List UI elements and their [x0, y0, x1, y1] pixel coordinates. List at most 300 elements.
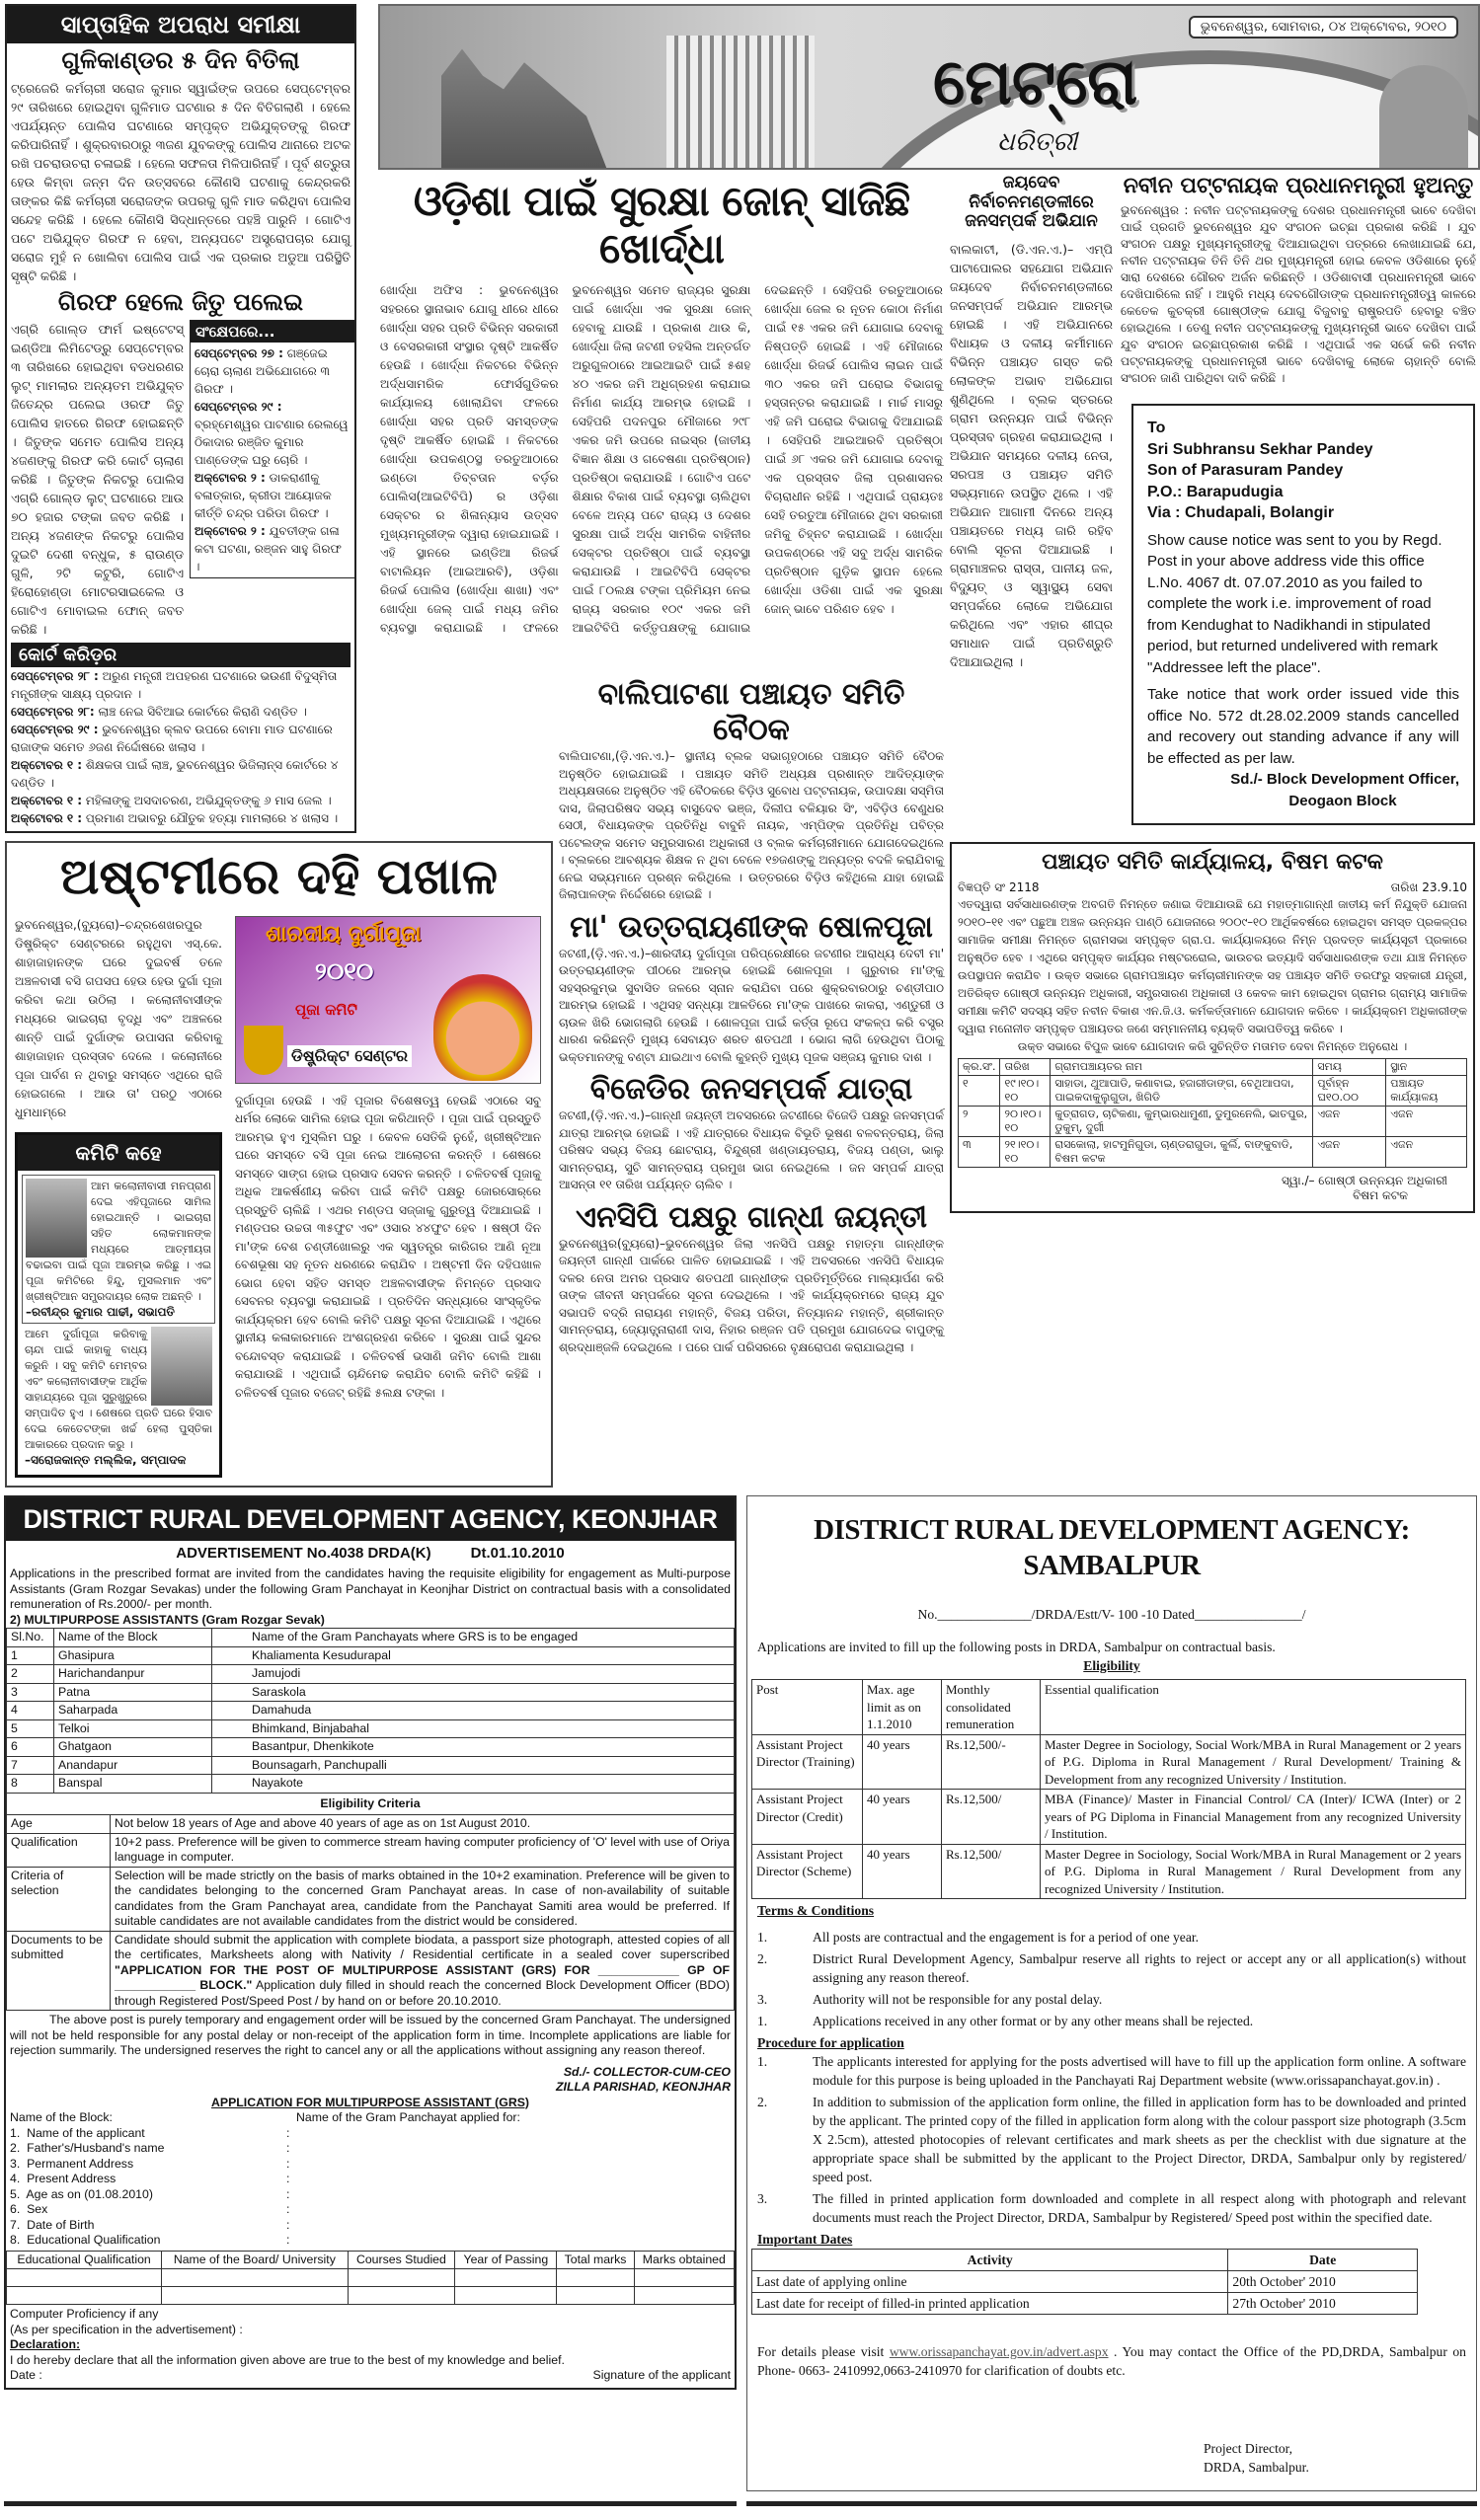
column-header: Activity [752, 2250, 1228, 2271]
table-cell: ପଞ୍ଚାୟତ କାର୍ଯ୍ୟାଳୟ [1386, 1076, 1467, 1107]
court-item [11, 703, 351, 721]
table-cell: 20th October' 2010 [1228, 2271, 1417, 2293]
table-cell: Ghatgaon [54, 1738, 212, 1757]
table-cell: 4 [7, 1702, 54, 1720]
dates-title: Important Dates [757, 2232, 853, 2247]
form-field-label: 7. Date of Birth [10, 2217, 95, 2232]
form-field-colon: : [286, 2125, 290, 2140]
table-cell: 3 [7, 1683, 54, 1702]
brief-item [195, 469, 351, 522]
form-field-label: 6. Sex [10, 2202, 48, 2216]
form-field-row [10, 2126, 731, 2142]
brief-text: ଯୁବତୀଙ୍କ ଗଳା କଟା ଘଟଣା, ରଞ୍ଜନ ସାହୁ ଗିରଫ । [195, 524, 342, 574]
table-row [7, 1702, 735, 1720]
table-cell: Rs.12,500/ [942, 1790, 1041, 1845]
empty-input-cell[interactable] [634, 2287, 734, 2305]
empty-input-cell[interactable] [557, 2287, 634, 2305]
keonjhar-adv-no: ADVERTISEMENT No.4038 DRDA(K) [176, 1545, 431, 1562]
list-number: 1. [757, 2054, 768, 2069]
panchayat-schedule-table [958, 1058, 1467, 1168]
secretary-photo [151, 1327, 212, 1406]
table-cell: Damahuda [212, 1702, 735, 1720]
computer-proficiency-label: Computer Proficiency if any [10, 2307, 159, 2321]
poster-year: ୨୦୧୦ [315, 956, 374, 985]
mid-story-headline: ବିଜେଡିର ଜନସମ୍ପର୍କ ଯାତ୍ରା [589, 1072, 913, 1107]
table-cell: Basantpur, Dhenkikote [212, 1738, 735, 1757]
list-number: 1. [757, 1930, 768, 1945]
table-cell: Last date of applying online [752, 2271, 1228, 2293]
table-row [7, 1646, 735, 1665]
table-cell: Saharpada [54, 1702, 212, 1720]
mid-story [559, 1072, 944, 1194]
court-text: ଭୁବନେଶ୍ୱର କ୍ଲବ ଉପରେ ବୋମା ମାଡ ଘଟଣାରେ ରାଜାଙ୍କ ସମେତ ୬ଜଣ ନିର୍ଦ୍ଦୋଷରେ ଖଲାସ । [11, 723, 333, 755]
court-item [11, 792, 351, 809]
court-item [11, 809, 351, 827]
brief-item [195, 344, 351, 398]
table-cell: Rs.12,500/- [942, 1734, 1041, 1790]
table-cell: ୧୯।୧୦।୧୦ [1000, 1076, 1051, 1107]
mid-story-headline: ମା' ଉତ୍ତରାୟଣୀଙ୍କ ଷୋଳପୂଜା [570, 909, 933, 945]
court-date: ଅକ୍ଟୋବର ୧ : [11, 811, 83, 826]
table-row [7, 1815, 735, 1834]
form-field-colon: : [286, 2186, 290, 2201]
keonjhar-title: DISTRICT RURAL DEVELOPMENT AGENCY, KEONJHAR [6, 1497, 735, 1541]
dome-image [1379, 65, 1468, 170]
mid-story-body: ଜଟଣୀ,(ଡ଼ି.ଏନ.ଏ.)–ଗାନ୍ଧୀ ଜୟନ୍ତୀ ଅବସରରେ ଜଟଣୀରେ ବିଜେଡି ପକ୍ଷରୁ ଜନସମ୍ପର୍କ ଯାତ୍ରା ଆରମ୍ଭ ହୋଇଛି । ଏହି ଯାତ୍ରାରେ ବିଧାୟକ ବିଭୂତି ଭୂଷଣ ବଳବନ୍ତରାୟ, ଜିଲା ପରିଷଦ ସଭ୍ୟ ବିଜୟ ଛୋଟରାୟ, ବିନ୍ଦୁଶ୍ରୀ ଖଣ୍ଡାୟତରାୟ, ବିଜୟ ପଣ୍ଡା, ଭାଲୁ ସାମନ୍ତରାୟ, ସୁଚି ସାମନ୍ତରାୟ ପ୍ରମୁଖ ଭାଗ ନେଇଥିଲେ । ଜନ ସମ୍ପର୍କ ଯାତ୍ରା ଆସନ୍ତା ୧୧ ତାରିଖ ପର୍ଯ୍ୟନ୍ତ ଚାଲିବ । [559, 1108, 944, 1191]
brief-date: ସେପ୍ଟେମ୍ବର ୨୭ : [195, 346, 283, 361]
posts-table [751, 1679, 1466, 1899]
brief-text: ଗଞ୍ଜେଇ ଚୋରା ଚାଲାଣ ଅଭିଯୋଗରେ ୩ ଗିରଫ । [195, 346, 330, 397]
empty-input-cell[interactable] [348, 2269, 455, 2287]
mid-story [559, 677, 944, 904]
form-field-row [10, 2187, 731, 2203]
table-cell: ରାସକୋଲା, ହାଟମୁନିଗୁଡା, ଚାଣ୍ଡରାଗୁଡା, କୁର୍ଲି, ବାଙ୍କୁବାଡି, ବିଷମ କଟକ [1051, 1137, 1313, 1168]
table-cell: ପୂର୍ବାହ୍ନ ଘ୧୦.୦୦ [1313, 1076, 1386, 1107]
table-cell: 5 [7, 1719, 54, 1738]
table-cell: ଏଜନ [1386, 1107, 1467, 1137]
lead-body: ଖୋର୍ଦ୍ଧା ଅଫିସ : ଭୁବନେଶ୍ୱର ସହରରେ ସ୍ଥାନାଭାବ ଯୋଗୁ ଧୀରେ ଧୀରେ ଖୋର୍ଦ୍ଧା ସହର ପ୍ରତି ବିଭିନ୍ନ ସରକାରୀ ଓ ବେସରକାରୀ ସଂସ୍ଥାର ଦୃଷ୍ଟି ଆକର୍ଷିତ ହେଉଛି । ଖୋର୍ଦ୍ଧା ନିକଟରେ ବିଭିନ୍ନ ଅର୍ଦ୍ଧସାମରିକ ଫୋର୍ସଗୁଡିକର କାର୍ଯ୍ୟାଳୟ ଖୋଲାଯିବା ଫଳରେ ଖୋର୍ଦ୍ଧା ସହର ପ୍ରତି ସମସ୍ତଙ୍କ ଦୃଷ୍ଟି ଆକର୍ଷିତ ହୋଇଛି । ନିକଟରେ ଖୋର୍ଦ୍ଧା ଉପକଣ୍ଠସ୍ଥ ତରତୁଆଠାରେ ଇଣ୍ଡୋ ତିବ୍ବତାନ ବର୍ଡ଼ର ପୋଲିସ(ଆଇଟିବିପି) ର ଓଡ଼ିଶା ସେକ୍ଟର ର ଶିଳାନ୍ୟାସ ଉତ୍ସବ ମୁଖ୍ୟମନ୍ତ୍ରୀଙ୍କ ଦ୍ୱାରା ହୋଇଯାଇଛି । ଏହି ସ୍ଥାନରେ ଇଣ୍ଡିଆ ରିଜର୍ଭ ବାଟାଲିୟନ (ଆଇଆରବି), ଓଡ଼ିଶା ରିଜର୍ଭ ପୋଲିସ (ଖୋର୍ଦ୍ଧା ଶାଖା) ଏବଂ ଖୋର୍ଦ୍ଧା ଜେଲ୍ ପାଇଁ ମଧ୍ୟ ଜମିର ବ୍ୟବସ୍ଥା କରାଯାଇଛି । ଫଳରେ ଭୁବନେଶ୍ୱର ସମେତ ରାଜ୍ୟର ସୁରକ୍ଷା ପାଇଁ ଖୋର୍ଦ୍ଧା ଏକ ସୁରକ୍ଷା ଜୋନ୍ ହେବାକୁ ଯାଉଛି । ପ୍ରକାଶ ଥାଉ କି, ଖୋର୍ଦ୍ଧା ଜିଲା ଜଟଣୀ ତହସିଲ ଅନ୍ତର୍ଗତ ଅରୁଗୁଳଠାରେ ଆଇଆଇଟି ପାଇଁ ୫ଶହ ୪୦ ଏକର ଜମି ଅଧିଗ୍ରହଣ କରାଯାଇ ନିର୍ମାଣ କାର୍ଯ୍ୟ ଆରମ୍ଭ ହୋଇଛି । ସେହିପରି ପଦନପୁର ମୌଜାରେ ୨୯୮ ଏକର ଜମି ଉପରେ ନାଇସ୍‌ର (ଜାତୀୟ ବିଜ୍ଞାନ ଶିକ୍ଷା ଓ ଗବେଷଣା ପ୍ରତିଷ୍ଠାନ) ପ୍ରତିଷ୍ଠା କରାଯାଉଛି । ଗୋଟିଏ ପଟେ ଶିକ୍ଷାର ବିକାଶ ପାଇଁ ବ୍ୟବସ୍ଥା ଚାଲିଥିବା ବେଳେ ଅନ୍ୟ ପଟେ ରାଜ୍ୟ ଓ ଦେଶର ସୁରକ୍ଷା ପାଇଁ ଅର୍ଦ୍ଧ ସାମରିକ ବାହିନୀର ସେକ୍ଟର ପ୍ରତିଷ୍ଠା ପାଇଁ ବ୍ୟବସ୍ଥା କରାଯାଉଛି । ଆଇଟିବିପି ସେକ୍ଟର ପାଇଁ ୮୦ଲକ୍ଷ ଟଙ୍କା ପ୍ରିମିୟମ ନେଇ ରାଜ୍ୟ ସରକାର ୧୦୯ ଏକର ଜମି ଆଇଟିବିପି କର୍ତ୍ତୃପକ୍ଷଙ୍କୁ ଯୋଗାଇ ଦେଇଛନ୍ତି । ସେହିପରି ତରତୁଆଠାରେ ଖୋର୍ଦ୍ଧା ଜେଲ ର ନୂତନ କୋଠା ନିର୍ମାଣ ପାଇଁ ୧୫ ଏକର ଜମି ଯୋଗାଇ ଦେବାକୁ ନିଷ୍ପତ୍ତି ହୋଇଛି । ଏହି ମୌଜାରେ ଖୋର୍ଦ୍ଧା ରିଜର୍ଭ ପୋଲିସ ଲାଇନ ପାଇଁ ୩୦ ଏକର ଜମି ଘରୋଇ ବିଭାଗକୁ ହସ୍ତାନ୍ତର କରାଯାଇଛି । ମାର୍ଚ୍ଚ ମାସରୁ ଏହି ଜମି ଘରୋଇ ବିଭାଗକୁ ଦିଆଯାଇଛି । ସେହିପରି ଆଇଆରବି ପ୍ରତିଷ୍ଠା ପାଇଁ ୬୮ ଏକର ଜମି ଯୋଗାଇ ଦେବାକୁ ଏକ ପ୍ରସ୍ତାବ ଜିଲା ପ୍ରଶାସନର ବିଚାରାଧୀନ ରହିଛି । ଏଥିପାଇଁ ପ୍ରାୟତଃ ସେହି ତରତୁଆ ମୌଜାରେ ଥିବା ସରକାରୀ ଜମିକୁ ଚିହ୍ନଟ କରାଯାଇଛି । ଖୋର୍ଦ୍ଧା ଉପକଣ୍ଠରେ ଏହି ସବୁ ଅର୍ଦ୍ଧ ସାମରିକ ପ୍ରତିଷ୍ଠାନ ଗୁଡ଼ିକ ସ୍ଥାପନ ହେଲେ ଖୋର୍ଦ୍ଧା ଓଡିଶା ପାଇଁ ଏକ ସୁରକ୍ଷା ଜୋନ୍ ଭାବେ ପରିଣତ ହେବ । [380, 283, 943, 635]
gp-table [6, 1628, 735, 1794]
column-header: Monthly consolidated remuneration [942, 1680, 1041, 1735]
bottom-rule-right [746, 2501, 1477, 2506]
table-cell: ୨୦।୧୦।୧୦ [1000, 1107, 1051, 1137]
table-row [752, 2271, 1418, 2293]
court-date: ସେପ୍ଟେମ୍ବର ୨୮: [11, 705, 95, 720]
mid-story-headline: ବାଲିପାଟଣା ପଞ୍ଚାୟତ ସମିତି ବୈଠକ [597, 677, 905, 747]
terms-title: Terms & Conditions [757, 1903, 875, 1918]
notice-address-line: Via : Chudapali, Bolangir [1147, 504, 1335, 521]
table-cell: Nayakote [212, 1775, 735, 1794]
criteria-label: Criteria of selection [7, 1867, 111, 1931]
durga-puja-poster [235, 916, 541, 1084]
table-row [752, 1790, 1466, 1845]
table-cell: ୨୧।୧୦।୧୦ [1000, 1137, 1051, 1168]
president-quote: ଆମ କଲୋନୀବାସୀ ମନପ୍ରାଣ ଦେଇ ଏହିପୂଜାରେ ସାମିଲ ହୋଇଥାନ୍ତି । ଭାଇଚାରା ସହିତ ଲୋକମାନଙ୍କ ମଧ୍ୟରେ ଆତ୍ମୀୟତା ବଢାଇବା ପାଇଁ ପୂଜା ଆରମ୍ଭ କରିଛୁ । ଏଇ ପୂଜା କମିଟିରେ ହିନ୍ଦୁ, ମୁସଲମାନ ଏବଂ ଖ୍ରୀଷ୍ଟିଆନ ସମ୍ପ୍ରଦାୟର ଲୋକ ଅଛନ୍ତି । [26, 1179, 211, 1303]
docs-text-b: "APPLICATION FOR THE POST OF MULTIPURPOSE ASSISTANT (GRS) FOR ____________ GP OF ____________ BLOCK." [115, 1962, 730, 1992]
table-row [7, 1931, 735, 2011]
paper-subname: ଧରିତ୍ରୀ [997, 127, 1078, 157]
court-date: ଅକ୍ଟୋବର ୧ : [11, 758, 83, 773]
column-header: ସ୍ଥାନ [1386, 1059, 1467, 1076]
table-cell: 40 years [863, 1734, 942, 1790]
column-header: Educational Qualification [7, 2251, 162, 2269]
table-cell: ୩ [959, 1137, 1000, 1168]
list-text: All posts are contractual and the engagement is for a period of one year. [813, 1930, 1200, 1945]
building-image [666, 36, 815, 170]
table-cell: 2 [7, 1665, 54, 1684]
secretary-quote: ଆମେ ଦୁର୍ଗାପୂଜା କରିବାକୁ ଚାନ୍ଦା ପାଇଁ କାହାକୁ ବାଧ୍ୟ କରୁନି । ସବୁ କମିଟି ମେମ୍ବର ଏବଂ କଲୋନୀବାସୀଙ୍କ ଆର୍ଥିକ ସାହାଯ୍ୟରେ ପୂଜା ସୁରୁଖୁରୁରେ ସମ୍ପାଦିତ ହୁଏ । ଶେଷରେ ପ୍ରତି ଘରେ ହିସାବ ଦେଇ କେତେଟଙ୍କା ଖର୍ଚ୍ଚ ହେଲା ପୁସ୍ତିକା ଆକାରରେ ପ୍ରଦାନ କରୁ । [25, 1327, 212, 1451]
signature-label: Signature of the applicant [592, 2368, 731, 2382]
list-text: The filled in printed application form downloaded and complete in all respect along with photograph and relevant documents must reach the Project Director, DRDA, Sambalpur by Registered/ Speed post within the specified date. [813, 2191, 1466, 2225]
table-cell: Bounsagarh, Panchupalli [212, 1756, 735, 1775]
panchayat-title: ପଞ୍ଚାୟତ ସମିତି କାର୍ଯ୍ୟାଳୟ, ବିଷମ କଟକ [1042, 850, 1383, 875]
list-text: District Rural Development Agency, Sambalpur reserve all rights to reject or accept any or all application(s) without assigning any reason thereof. [813, 1951, 1466, 1985]
table-row [752, 1844, 1466, 1899]
table-row [7, 2287, 735, 2305]
education-table [6, 2251, 735, 2306]
brief-box [190, 320, 355, 578]
eligibility-table [6, 1814, 735, 2011]
bottom-rule-left [4, 2501, 737, 2506]
brief-item [195, 398, 351, 469]
table-header-row [7, 2251, 735, 2269]
form-field-colon: : [286, 2233, 290, 2247]
court-text: ଲାଞ୍ଚ ନେଇ ସିବିଆଇ କୋର୍ଟରେ କିରାଣି ଦଣ୍ଡିତ । [98, 705, 307, 720]
brief-title: ସଂକ୍ଷେପରେ... [191, 321, 354, 343]
sambalpur-advertisement [746, 1495, 1477, 2491]
form-field-colon: : [286, 2202, 290, 2216]
table-cell: Ghasipura [54, 1646, 212, 1665]
kalash-icon [244, 1026, 283, 1075]
court-date: ଅକ୍ଟୋବର ୧ : [11, 794, 83, 808]
notice-address-line: P.O.: Barapudugia [1147, 483, 1284, 500]
form-field-colon: : [286, 2156, 290, 2171]
list-item [757, 2093, 1466, 2186]
table-cell: 6 [7, 1738, 54, 1757]
lead-headline: ଓଡ଼ିଶା ପାଇଁ ସୁରକ୍ଷା ଜୋନ୍ ସାଜିଛି ଖୋର୍ଦ୍ଧା [413, 177, 910, 273]
table-cell: Harichandanpur [54, 1665, 212, 1684]
notice-para-2: Take notice that work order issued vide this office No. 572 dt.28.02.2009 stands cancelled and recovery out standing advance if any will be effected as per law. [1147, 686, 1459, 767]
column-header: ଗ୍ରାମପଞ୍ଚାୟତର ନାମ [1051, 1059, 1313, 1076]
table-cell: Telkoi [54, 1719, 212, 1738]
docs-text-a: Candidate should submit the application with complete biodata, a passport size photograph, attested copies of all the certificates, Marksheets along with Nativity / Residential certificate in a sealed cover superscribed [115, 1932, 730, 1961]
table-header-row [752, 1680, 1466, 1735]
poster-title: ଶାରଦୀୟ ଦୁର୍ଗାପୂଜା [266, 921, 422, 947]
column-header: ସମୟ [1313, 1059, 1386, 1076]
table-cell: Assistant Project Director (Training) [752, 1734, 863, 1790]
naveen-headline: ନବୀନ ପଟ୍ଟନାୟକ ପ୍ରଧାନମନ୍ତ୍ରୀ ହୁଅନ୍ତୁ [1123, 174, 1474, 198]
column-header: Marks obtained [634, 2251, 734, 2269]
table-cell: Jamujodi [212, 1665, 735, 1684]
list-text: The applicants interested for applying for the posts advertised will have to fill up the application form online. A software module for this purpose is being uploaded in the Panchayati Raj Department website (www.orissapanchayat.gov.in) . [813, 2054, 1466, 2088]
table-cell: Master Degree in Sociology, Social Work/MBA in Rural Management or 2 years of P.G. Diploma in Rural Management / Rural Development/ Training & Development from any recognized University / Institution. [1041, 1734, 1466, 1790]
mid-story-body: ବାଲିପାଟଣା,(ଡ଼ି.ଏନ.ଏ.)– ସ୍ଥାନୀୟ ବ୍ଲକ ସଭାଗୃହଠାରେ ପଞ୍ଚାୟତ ସମିତି ବୈଠକ ଅନୁଷ୍ଠିତ ହୋଇଯାଇଛି । ପଞ୍ଚାୟତ ସମିତି ଅଧ୍ୟକ୍ଷ ପ୍ରଶାନ୍ତ ଆଦିତ୍ୟାଙ୍କ ଅଧ୍ୟକ୍ଷତାରେ ଅନୁଷ୍ଠିତ ଏହି ବୈଠକରେ ବିଡ଼ିଓ ସୁବୋଧ ପଟ୍ଟନାୟକ, ଉପାଦକ୍ଷା ସସ୍ମିତା ଦାସ, ଜିଲାପରିଷଦ ସଭ୍ୟ ବାସୁଦେବ ଭଞ୍ଜ, ଦିଲୀପ ବଳିୟାର ସିଂ, ଏବିଡ଼ିଓ ବେଣୁଧର ସେଠୀ, ବିଧାୟକଙ୍କ ପ୍ରତିନିଧି ବାବୁନି ନାୟକ, ଏମ୍‌ପିଙ୍କ ପ୍ରତିନିଧି ପବିତ୍ର ପଟେଲଙ୍କ ସମେତ ସମ୍ପ୍ରସାରଣ ଅଧିକାରୀ ଓ ବ୍ଲକ କର୍ମଚାରୀମାନେ ଯୋଗଦେଇଥିଲେ । ବ୍ଲକରେ ଆବଶ୍ୟକ ଶିକ୍ଷକ ନ ଥିବା ବେଳେ ୧୭ଜଣଙ୍କୁ ଅନ୍ୟତ୍ର ବଦଳି କରାଯିବାକୁ ନେଇ ସଭ୍ୟମାନେ ପ୍ରଶ୍ନ କରିଥିଲେ । ଉତ୍ତରରେ ବିଡ଼ିଓ କହିଥିଲେ ଯାହା ହୋଇଛି ଜିଲାପାଳଙ୍କ ନିର୍ଦ୍ଦେଶରେ ହୋଇଛି । [559, 749, 944, 901]
declaration-text: I do hereby declare that all the information given above are true to the best of my knowledge and belief. [10, 2352, 565, 2367]
court-item [11, 667, 351, 703]
keonjhar-section: 2) MULTIPURPOSE ASSISTANTS (Gram Rozgar Sevak) [10, 1612, 325, 1627]
keonjhar-sign-1: Sd./- COLLECTOR-CUM-CEO [563, 2064, 731, 2079]
mid-story [559, 1200, 944, 1357]
keonjhar-footer: The above post is purely temporary and engagement order will be issued by the concerned Gram Panchayat. The undersigned will not be held responsible for any postal delay or non-receipt of the application form in time. Incomplete applications are liable for rejection summarily. The undersigned reserves the right to cancel any or all the applications without assigning any reason thereof. [10, 2013, 731, 2057]
form-field-row [10, 2141, 731, 2157]
committee-box [15, 1132, 222, 1478]
committee-title: କମିଟି କହେ [18, 1135, 219, 1171]
panchayat-notice-no: ବିଜ୍ଞପ୍ତି ସଂ 2118 [958, 880, 1040, 895]
table-row [959, 1137, 1467, 1168]
list-number: 1. [757, 2014, 768, 2028]
eligibility-title: Eligibility Criteria [6, 1794, 735, 1815]
form-field-colon: : [286, 2217, 290, 2232]
list-item [757, 2052, 1466, 2090]
poster-committee: ପୂଜା କମିଟି [295, 1000, 357, 1019]
list-item [757, 1990, 1466, 2009]
court-date: ସେପ୍ଟେମ୍ବର ୨୮ : [11, 669, 99, 684]
computer-proficiency-note: (As per specification in the advertisement) : [10, 2322, 243, 2336]
criteria-label: Qualification [7, 1833, 111, 1867]
table-cell: Anandapur [54, 1756, 212, 1775]
list-text: Authority will not be responsible for any postal delay. [813, 1992, 1103, 2007]
list-item [757, 2189, 1466, 2227]
table-cell: ଏଜନ [1313, 1107, 1386, 1137]
court-date: ସେପ୍ଟେମ୍ବର ୨୯ : [11, 723, 99, 737]
court-text: ପ୍ରମାଣ ଅଭାବରୁ ଯୌତୁକ ହତ୍ୟା ମାମଲାରେ ୪ ଖଲାସ । [85, 811, 339, 826]
table-row [7, 1683, 735, 1702]
table-row [7, 1775, 735, 1794]
jaydev-headline: ଜୟଦେବ ନିର୍ବାଚନମଣ୍ଡଳୀରେ ଜନସମ୍ପର୍କ ଅଭିଯାନ [965, 173, 1098, 232]
table-header-row [752, 2250, 1418, 2271]
criteria-text: Not below 18 years of Age and above 40 years of age as on 1st August 2010. [111, 1815, 735, 1834]
column-header: Year of Passing [455, 2251, 557, 2269]
table-cell: ୨ [959, 1107, 1000, 1137]
court-item [11, 721, 351, 756]
table-cell: Assistant Project Director (Scheme) [752, 1844, 863, 1899]
docs-text-c: Application duly filled in should reach the concerned Block Development Officer (BDO) through Registered Post/Speed Post / by hand on or before 20.10.2010. [115, 1978, 730, 2008]
table-row [7, 1833, 735, 1867]
block-label: Name of the Block: [10, 2110, 113, 2124]
column-header: Courses Studied [348, 2251, 455, 2269]
panchayat-sign-2: ବିଷମ କଟକ [1353, 1188, 1408, 1203]
keonjhar-adv-date: Dt.01.10.2010 [470, 1545, 565, 1562]
empty-input-cell[interactable] [162, 2287, 348, 2305]
court-corridor-title: କୋର୍ଟ କରିଡ଼ର [11, 643, 351, 667]
form-field-label: 3. Permanent Address [10, 2156, 134, 2171]
table-cell: Last date for receipt of filled-in printed application [752, 2293, 1228, 2315]
table-cell: Rs.12,500/ [942, 1844, 1041, 1899]
court-text: ମହିଳାଙ୍କୁ ଅସଦାଚରଣ, ଅଭିଯୁକ୍ତଙ୍କୁ ୬ ମାସ ଜେଲ । [85, 794, 332, 808]
notice-address-line: Son of Parasuram Pandey [1147, 462, 1344, 479]
court-item [11, 756, 351, 792]
ashtami-section [5, 841, 553, 1488]
procedure-title: Procedure for application [757, 2035, 904, 2050]
column-header: କ୍ର.ସଂ. [959, 1059, 1000, 1076]
panchayat-sign-1: ସ୍ୱା./– ଗୋଷ୍ଠୀ ଉନ୍ନୟନ ଅଧିକାରୀ [1282, 1174, 1447, 1188]
table-cell: 40 years [863, 1790, 942, 1845]
crime-headline-2: ଗିରଫ ହେଲେ ଜିତୁ ପଲେଇ [57, 287, 304, 316]
column-header: Max. age limit as on 1.1.2010 [863, 1680, 942, 1735]
declaration-title: Declaration: [10, 2337, 81, 2351]
ashtami-body-1: ଭୁବନେଶ୍ୱର,(ବ୍ୟୁରୋ)–ଚନ୍ଦ୍ରଶେଖରପୁର ଡିଷ୍ଟ୍ରିକ୍ଟ ସେଣ୍ଟରରେ ରହୁଥିବା ଏସ୍.କେ. ଶାହାଜାହାନଙ୍କ ଘରେ ଦୁଇବର୍ଷ ତଳେ ଅଞ୍ଚଳବାସୀ ବସି ଗପସପ ହେଉ ହେଉ ଦୁର୍ଗା ପୂଜା କରିବା କଥା ଉଠିଲା । କଲୋନୀବାସୀଙ୍କ ମଧ୍ୟରେ ଭାଇଚାରା ବୃଦ୍ଧି ଏବଂ ଅଞ୍ଚଳରେ ଶାନ୍ତି ପାଇଁ ଦୁର୍ଗାଙ୍କ ଉପାସନା କରିବାକୁ ଶାହାଜାହାନ ପ୍ରସ୍ତାବ ଦେଲେ । କଲୋନୀରେ ପୂଜା ପାର୍ବଣ ନ ଥିବାରୁ ସମସ୍ତେ ଏଥିରେ ରାଜି ହୋଇଗଲେ । ଆଉ ତା' ପରଠୁ ଏଠାରେ ଧୁମଧାମ୍‌ରେ [15, 917, 222, 1119]
empty-input-cell[interactable] [634, 2269, 734, 2287]
list-item [757, 1928, 1466, 1947]
court-text: ଅରୁଣ ମନ୍ତ୍ରୀ ଅପହରଣ ଘଟଣାରେ ଭଉଣୀ ବିଦୁସ୍ମିତା ମନ୍ତ୍ରୀଙ୍କ ସାକ୍ଷ୍ୟ ପ୍ରଦାନ । [11, 669, 338, 702]
table-header-row [959, 1059, 1467, 1076]
brief-date: ସେପ୍ଟେମ୍ବର ୨୯ : [195, 400, 282, 415]
empty-input-cell[interactable] [7, 2269, 162, 2287]
form-field-colon: : [286, 2172, 290, 2185]
brief-text: ବ୍ରହ୍ମେଶ୍ୱର ପାଟଣାର ରେଲୱେ ଠିକାଦାର ରଞ୍ଜିତ କୁମାର ପାଣ୍ଡେଙ୍କ ଘରୁ ଚୋରି । [195, 418, 349, 468]
table-cell: ୧ [959, 1076, 1000, 1107]
form-field-row [10, 2218, 731, 2234]
details-text-b: . You may contact the Office of the PD,DRDA, Sambalpur on Phone- 0663- 2410992,0663-2410970 for clarification of doubts etc. [757, 2344, 1466, 2378]
form-title: APPLICATION FOR MULTIPURPOSE ASSISTANT (GRS) [211, 2095, 529, 2109]
table-row [7, 1867, 735, 1931]
form-field-row [10, 2233, 731, 2249]
durga-face-icon [433, 974, 532, 1081]
empty-input-cell[interactable] [455, 2269, 557, 2287]
details-text-a: For details please visit [757, 2344, 890, 2359]
mid-story-headline: ଏନସିପି ପକ୍ଷରୁ ଗାନ୍ଧୀ ଜୟନ୍ତୀ [576, 1199, 927, 1235]
column-header: Date [1228, 2250, 1417, 2271]
secretary-name: –ସରୋଜକାନ୍ତ ମଲ୍ଲିକ, ସମ୍ପାଦକ [25, 1452, 187, 1467]
keonjhar-sign-2: ZILLA PARISHAD, KEONJHAR [556, 2080, 731, 2094]
column-header: Name of the Gram Panchayats where GRS is to be engaged [212, 1629, 735, 1647]
table-cell: MBA (Finance)/ Master in Financial Control/ CA (Inter)/ ICWA (Inter) or 2 years of PG Diploma in Financial Management from any recognized University / Institution. [1041, 1790, 1466, 1845]
table-cell: 1 [7, 1646, 54, 1665]
column-header: ତାରିଖ [1000, 1059, 1051, 1076]
gp-label: Name of the Gram Panchayat applied for: [296, 2110, 520, 2124]
table-cell: କୁତ୍ରାଗଡ, ଚାଟିକଣା, କୁମ୍ଭାରଧାମୁଣୀ, ଡୁମୁରନେଲି, ଭାତପୁର, ଡୁକୁମ୍, ଦୁର୍ଗୀ [1051, 1107, 1313, 1137]
jaydev-body: ବାଲକାଟୀ, (ଡି.ଏନ.ଏ.)– ଏମ୍‌ପି ପାଟାପୋଲର ସହଯୋଗ ଅଭିଯାନ ଜୟଦେବ ନିର୍ବାଚନମଣ୍ଡଳୀରେ ଜନସମ୍ପର୍କ ଅଭିଯାନ ଆରମ୍ଭ ହୋଇଛି । ଏହି ଅଭିଯାନରେ ବିଧାୟକ ଓ ଦଳୀୟ କର୍ମୀମାନେ ବିଭିନ୍ନ ପଞ୍ଚାୟତ ଗସ୍ତ କରି ଲୋକଙ୍କ ଅଭାବ ଅଭିଯୋଗ ଶୁଣିଥିଲେ । ବ୍ଲକ ସ୍ତରରେ ଗ୍ରାମ ଉନ୍ନୟନ ପାଇଁ ବିଭିନ୍ନ ପ୍ରସ୍ତାବ ଗ୍ରହଣ କରାଯାଇଥିଲା । ଅଭିଯାନ ସମୟରେ ଦଳୀୟ ନେତା, ସରପଞ୍ଚ ଓ ପଞ୍ଚାୟତ ସମିତି ସଭ୍ୟମାନେ ଉପସ୍ଥିତ ଥିଲେ । ଏହି ଅଭିଯାନ ଆଗାମୀ ଦିନରେ ଅନ୍ୟ ପଞ୍ଚାୟତରେ ମଧ୍ୟ ଜାରି ରହିବ ବୋଲି ସୂଚନା ଦିଆଯାଇଛି । ଗ୍ରାମାଞ୍ଚଳର ରାସ୍ତା, ପାନୀୟ ଜଳ, ବିଦ୍ୟୁତ୍ ଓ ସ୍ୱାସ୍ଥ୍ୟ ସେବା ସମ୍ପର୍କରେ ଲୋକେ ଅଭିଯୋଗ କରିଥିଲେ ଏବଂ ଏହାର ଶୀଘ୍ର ସମାଧାନ ପାଇଁ ପ୍ରତିଶ୍ରୁତି ଦିଆଯାଇଥିଲା । [950, 241, 1113, 669]
list-text: In addition to submission of the application form online, the filled in application form has to be downloaded and printed by the applicant. The printed copy of the filled in application form along with the colour passport size photograph (3.5cm X 2.5cm), attested photocopies of relevant certificates and mark sheets as per the checklist with due signature at the appropriate space shall be submitted by the applicant to the Project Director, DRDA, Sambalpur only by registered/ speed post. [813, 2095, 1466, 2184]
table-row [7, 2269, 735, 2287]
criteria-text [111, 1931, 735, 2011]
date-label: Date : [10, 2368, 42, 2382]
crime-review-box [5, 4, 356, 833]
middle-column [559, 677, 944, 1362]
details-link[interactable]: www.orissapanchayat.gov.in/advert.aspx [889, 2344, 1109, 2359]
notice-sign-1: Sd./- Block Development Officer, [1230, 771, 1459, 788]
table-cell: 8 [7, 1775, 54, 1794]
table-row [7, 1665, 735, 1684]
sambalpur-title: DISTRICT RURAL DEVELOPMENT AGENCY: SAMBALPUR [814, 1514, 1410, 1581]
form-field-label: 1. Name of the applicant [10, 2125, 145, 2140]
table-row [7, 1738, 735, 1757]
empty-input-cell[interactable] [7, 2287, 162, 2305]
column-header: Total marks [557, 2251, 634, 2269]
table-cell: Banspal [54, 1775, 212, 1794]
brief-item [195, 522, 351, 575]
table-row [959, 1107, 1467, 1137]
president-photo [26, 1179, 87, 1258]
table-row [752, 1734, 1466, 1790]
criteria-label: Age [7, 1815, 111, 1834]
list-item [757, 2012, 1466, 2030]
list-number: 3. [757, 2191, 768, 2206]
crime-headline-1: ଗୁଳିକାଣ୍ଡର ୫ ଦିନ ବିତିଲା [61, 46, 300, 74]
mid-story [559, 910, 944, 1067]
criteria-label: Documents to be submitted [7, 1931, 111, 2011]
criteria-text: Selection will be made strictly on the basis of marks obtained in the 10+2 examination. Preference will be given to the candidates belonging to the concerned Gram Panchayat areas. In case of non-availability of suitable candidates from the Gram Panchayat area, candidate from the Panchayat Samiti area would be preferred. If suitable candidates are not available candidates from the district would be considered. [111, 1867, 735, 1931]
table-cell: ସାହାଡା, ଥୁଆପାଡି, କଣାବାଇ, ହଜାରୀଡାଙ୍ଗ, ବେଥିଆପଦା, ପାଇକଦାକୁଲୁଗୁଡା, ଖିଗିଡି [1051, 1076, 1313, 1107]
ashtami-body-2: ଦୁର୍ଗାପୂଜା ହେଉଛି । ଏହି ପୂଜାର ବିଶେଷତ୍ୱ ହେଉଛି ଏଠାରେ ସବୁ ଧର୍ମର ଲୋକେ ସାମିଲ ହୋଇ ପୂଜା କରିଥାନ୍ତି । ପୂଜା ପାଇଁ ପ୍ରସ୍ତୁତି ଆରମ୍ଭ ହୁଏ ମୁସ୍‌ଲିମ ଘରୁ । କେବଳ ସେତିକି ନୁହେଁ, ଖ୍ରୀଷ୍ଟିଆନ ଘରେ ସମସ୍ତେ ବସି ପୂଜା ନେଇ ଆଲୋଚନା କରନ୍ତି । ଶେଷରେ ସମସ୍ତେ ସାଙ୍ଗ ହୋଇ ପ୍ରସାଦ ସେବନ କରନ୍ତି । ଚଳିତବର୍ଷ ପୂଜାକୁ ଅଧିକ ଆକର୍ଷଣୀୟ କରିବା ପାଇଁ କମିଟି ପକ୍ଷରୁ ଜୋରସୋର୍‌ରେ ପ୍ରସ୍ତୁତି ଚାଲିଛି । ଏଥର ମଣ୍ଡପ ସଜ୍ଜାକୁ ଗୁରୁତ୍ୱ ଦିଆଯାଇଛି । ମଣ୍ଡପର ଉଚ୍ଚତା ୩୫ଫୁଟ ଏବଂ ଓସାର ୪୪ଫୁଟ ହେବ । ଷଷ୍ଠୀ ଦିନ ମା'ଙ୍କ ବେଶ ଚଣ୍ଡୀଖୋଲରୁ ଏକ ସ୍ୱତନ୍ତ୍ର କାରିଗର ଆଣି ନୂଆ ବେଶଭୂଷା ସହ ନୂତନ ଧରଣରେ କରାଯିବ । ଅଷ୍ଟମୀ ଦିନ ଦହିପଖାଳ ଭୋଗ ହେବା ସହିତ ସମସ୍ତ ଅଞ୍ଚଳବାସୀଙ୍କ ନିମନ୍ତେ ପ୍ରସାଦ ସେବନର ବ୍ୟବସ୍ଥା କରାଯାଇଛି । ପ୍ରତିଦିନ ସନ୍ଧ୍ୟାରେ ସାଂସ୍କୃତିକ କାର୍ଯ୍ୟକ୍ରମ ହେବ ବୋଲି କମିଟି ପକ୍ଷରୁ ସୂଚନା ଦିଆଯାଇଛି । ଏଥିରେ ସ୍ଥାନୀୟ କଳାକାରମାନେ ଅଂଶଗ୍ରହଣ କରିବେ । ସୁରକ୍ଷା ପାଇଁ ସୁନ୍ଦର ବନ୍ଦୋବସ୍ତ କରାଯାଇଛି । ଚଳିତବର୍ଷ ଭସାଣି ଜମିବ ବୋଲି ଆଶା କରାଯାଉଛି । ଏଥିପାଇଁ ଚାନ୍ଦିମେଢ କରାଯିବ ବୋଲି କମିଟି କହିଛି । ଚଳିତବର୍ଷ ପୂଜାର ବଜେଟ୍ ରହିଛି ୫ଲକ୍ଷ ଟଙ୍କା । [235, 1093, 541, 1400]
sambalpur-sign-2: DRDA, Sambalpur. [1204, 2460, 1309, 2475]
show-cause-notice [1131, 404, 1475, 825]
brief-text: ଡାକରାଣୀକୁ ବଳାତ୍କାର, କ୍ରୀଡା ଆୟୋଜକ କୀର୍ତ୍ତି ଚନ୍ଦ୍ର ପରିଡା ଗିରଫ । [195, 471, 332, 521]
empty-input-cell[interactable] [557, 2269, 634, 2287]
table-cell: ଏଜନ [1386, 1137, 1467, 1168]
form-field-row [10, 2157, 731, 2173]
column-header: Name of the Block [54, 1629, 212, 1647]
empty-input-cell[interactable] [348, 2287, 455, 2305]
form-field-label: 2. Father's/Husband's name [10, 2141, 165, 2155]
column-header: Sl.No. [7, 1629, 54, 1647]
notice-to: To [1147, 420, 1166, 436]
column-header: Name of the Board/ University [162, 2251, 348, 2269]
naveen-body: ଭୁବନେଶ୍ୱର : ନବୀନ ପଟ୍ଟନାୟକଙ୍କୁ ଦେଶର ପ୍ରଧାନମନ୍ତ୍ରୀ ଭାବେ ଦେଖିବା ପାଇଁ ପ୍ରଗତି ଭୁବନେଶ୍ୱର ଯୁବ ସଂଗଠନ ଇଚ୍ଛା ପ୍ରକାଶ କରିଛି । ଯୁବ ସଂଗଠନ ପକ୍ଷରୁ ମୁଖ୍ୟମନ୍ତ୍ରୀଙ୍କୁ ଦିଆଯାଇଥିବା ପତ୍ରରେ ଲେଖାଯାଇଛି ଯେ, ନବୀନ ପଟ୍ଟନାୟକ ତିନି ତିନି ଥର ମୁଖ୍ୟମନ୍ତ୍ରୀ ହୋଇ କେବଳ ଓଡିଶାରେ ନୁହେଁ ସାରା ଦେଶରେ ଗୌରବ ଅର୍ଜନ କରିଛନ୍ତି । ଓଡିଶାବାସୀ ପ୍ରଧାନମନ୍ତ୍ରୀ ଭାବେ ଦେଖିପାରିଲେ ନାହିଁ । ଆହୁରି ମଧ୍ୟ ଦେବଗୌଡାଙ୍କ ପ୍ରଧାନମନ୍ତ୍ରୀତ୍ୱ କାଳରେ କେତେକ କୁଚକ୍ରୀ ଗୋଷ୍ଠୀଙ୍କ ଯୋଗୁ ବିଜୁବାବୁ ରାଷ୍ଟ୍ରପତି ହେବାରୁ ବଞ୍ଚିତ ହୋଇଥିଲେ । ତେଣୁ ନବୀନ ପଟ୍ଟନାୟକଙ୍କୁ ମୁଖ୍ୟମନ୍ତ୍ରୀ ଭାବେ ଦେଖିବା ପାଇଁ ଯୁବ ସଂଗଠନ ଇଚ୍ଛାପ୍ରକାଶ କରିଛି । ଏଥିପାଇଁ ଏକ ସର୍ଭେ କରି ନବୀନ ପଟ୍ଟନାୟକଙ୍କୁ ପ୍ରଧାନମନ୍ତ୍ରୀ ଭାବେ ଦେଖିବାକୁ ଲୋକେ ଚାହାନ୍ତି ବୋଲି ସଂଗଠନ ଜାଣି ପାରିଥିବା ଦାବି କରିଛି । [1121, 203, 1476, 386]
crime-story-1: ଟ୍ରେଜେରି କର୍ମଚାରୀ ସରୋଜ କୁମାର ସ୍ୱାଇଁଙ୍କ ଉପରେ ସେପ୍ଟେମ୍ବର ୨୯ ତାରିଖରେ ହୋଇଥିବା ଗୁଳିମାଡ ଘଟଣାର ୫ ଦିନ ବିତିଗଲାଣି । ହେଲେ ଏପର୍ଯ୍ୟନ୍ତ ପୋଲିସ ଘଟଣାରେ ସମ୍ପୃକ୍ତ ଅଭିଯୁକ୍ତଙ୍କୁ ଗିରଫ କରିପାରିନାହିଁ । ଶୁକ୍ରବାରଠାରୁ ୩ଜଣ ଯୁବକଙ୍କୁ ପୋଲିସ ଥାନାରେ ଅଟକ ରଖି ପଚରାଉଚରା ଚଳାଇଛି । ହେଲେ ସଫଳତା ମିଳିପାରିନାହିଁ । ପୂର୍ବ ଶତ୍ରୁତା ହେଉ କିମ୍ବା ଜନ୍ମ ଦିନ ଉତ୍ସବରେ କୌଣସି ଘଟଣାକୁ କେନ୍ଦ୍ରକରି ତାଙ୍କର କିଛି କର୍ମଚାରୀ ସରୋଜଙ୍କ ଉପରକୁ ଗୁଳି ମାଡ କରିଥିବା ପୋଲିସ ସନ୍ଦେହ କରିଛି । ହେଲେ କୌଣସି ସିଦ୍ଧାନ୍ତରେ ପହଞ୍ଚି ପାରୁନି । ଗୋଟିଏ ପଟେ ଅଭିଯୁକ୍ତ ଗିରଫ ନ ହେବା, ଅନ୍ୟପଟେ ଅସ୍ତ୍ରୋପଚାର ଯୋଗୁ ସରୋଜ ମୁହଁ ନ ଖୋଲିବା ପୋଲିସ ପାଇଁ ଏକ ପ୍ରକାର ଅଡୁଆ ପରିସ୍ଥିତି ସୃଷ୍ଟି କରିଛି । [11, 80, 351, 283]
panchayat-date: ତାରିଖ 23.9.10 [1390, 880, 1467, 895]
column-header: Post [752, 1680, 863, 1735]
form-field-label: 8. Educational Qualification [10, 2233, 161, 2247]
table-cell: Saraskola [212, 1683, 735, 1702]
column-header: Essential qualification [1041, 1680, 1466, 1735]
form-field-row [10, 2202, 731, 2218]
form-field-colon: : [286, 2141, 290, 2155]
notice-para-1: Show cause notice was sent to you by Regd. Post in your above address vide this office L.No. 4067 dt. 07.07.2010 as you failed to complete the work i.e. improvement of road from Kendughat to Nadikhandi in stipulated period, but returned undelivered with remark "Addressee left the place". [1147, 531, 1442, 676]
table-cell: Assistant Project Director (Credit) [752, 1790, 863, 1845]
empty-input-cell[interactable] [455, 2287, 557, 2305]
form-field-row [10, 2172, 731, 2187]
paper-name: ମେଟ୍ରୋ [933, 46, 1138, 119]
crime-story-2: ଏଗ୍ରି ଗୋଲ୍ଡ ଫାର୍ମ ଇଷ୍ଟେଟସ୍ ଇଣ୍ଡିଆ ଲିମିଟେଡ୍‌ରୁ ସେପ୍ଟେମ୍ବର ୩ ତାରିଖରେ ହୋଇଥିବା ବଡଧରଣର ଲୁଟ୍ ମାମଲାର ଅନ୍ୟତମ ଅଭିଯୁକ୍ତ ଜିତେନ୍ଦ୍ର ପଲେଇ ଓରଫ ଜିତୁ ପୋଲିସ ହାତରେ ଗିରଫ ହୋଇଛନ୍ତି । ଜିତୁଙ୍କ ସମେତ ପୋଲିସ ଅନ୍ୟ ୪ଜଣଙ୍କୁ ଗିରଫ କରି କୋର୍ଟ ଚାଲାଣ କରିଛି । ଜିତୁଙ୍କ ନିକଟରୁ ପୋଲିସ ଏଗ୍ରି ଗୋଲ୍ଡ ଲୁଟ୍ ଘଟଣାରେ ଆଉ ୭୦ ହଜାର ଟଙ୍କା ଜବତ କରିଛି । ଅନ୍ୟ ୪ଜଣଙ୍କ ନିକଟରୁ ପୋଲିସ ଦୁଇଟି ଦେଶୀ ବନ୍ଧୁକ, ୫ ରାଉଣ୍ଡ ଗୁଳି, ୨ଟି କଟୁରି, ଗୋଟିଏ ହିରୋହୋଣ୍ଡା ମୋଟରସାଇକେଲ ଓ ଗୋଟିଏ ମୋବାଇଲ ଫୋନ୍ ଜବତ କରିଛି । [11, 322, 184, 638]
crime-review-banner: ସାପ୍ତାହିକ ଅପରାଧ ସମୀକ୍ଷା [7, 6, 354, 43]
panchayat-appeal: ଉକ୍ତ ସଭାରେ ବିପୁଳ ଭାବେ ଯୋଗଦାନ କରି ସୁଚିନ୍ତିତ ମତାମତ ଦେବା ନିମନ୍ତେ ଅନୁରୋଧ । [1017, 1039, 1408, 1054]
mid-story-body: ଭୁବନେଶ୍ୱର(ବ୍ୟୁରୋ)–ଭୁବନେଶ୍ୱର ଜିଲା ଏନସିପି ପକ୍ଷରୁ ମହାତ୍ମା ଗାନ୍ଧୀଙ୍କ ଜୟନ୍ତୀ ଗାନ୍ଧୀ ପାର୍କରେ ପାଳିତ ହୋଇଯାଇଛି । ଏହି ଅବସରରେ ଏନସିପି ବିଧାୟକ ଦଳର ନେତା ଅମର ପ୍ରସାଦ ଶତପଥୀ ଗାନ୍ଧୀଙ୍କ ପ୍ରତିମୂର୍ତ୍ତିରେ ମାଲ୍ୟାର୍ପଣ କରି ତାଙ୍କ ଜୀବନୀ ସମ୍ପର୍କରେ ସୂଚନା ଦେଇଥିଲେ । ଏହି କାର୍ଯ୍ୟକ୍ରମରେ ରାଜ୍ୟ ଯୁବ ସଭାପତି ବଦ୍ରି ନାରାୟଣ ମହାନ୍ତି, ବିଜୟ ପରିଡା, ନିତ୍ୟାନନ୍ଦ ମହାନ୍ତି, ଶ୍ରୀକାନ୍ତ ସାମନ୍ତରାୟ, ଜ୍ୟୋତ୍ସ୍ନାରାଣୀ ଦାସ, ନିହାର ରଞ୍ଜନ ପତି ପ୍ରମୁଖ ଯୋଗଦେଇ ବାପୁଙ୍କୁ ଶ୍ରଦ୍ଧାଞ୍ଜଳି ଦେଇଥିଲେ । ପରେ ପାର୍କ ପରିସରରେ ବୃକ୍ଷରୋପଣ କରାଯାଇଥିଲା । [559, 1236, 944, 1354]
list-text: Applications received in any other format or by any other means shall be rejected. [813, 2014, 1254, 2028]
sambalpur-intro: Applications are invited to fill up the following posts in DRDA, Sambalpur on contractual basis. [757, 1640, 1276, 1654]
sambalpur-sign-1: Project Director, [1204, 2441, 1293, 2456]
empty-input-cell[interactable] [162, 2269, 348, 2287]
mid-story-body: ଜଟଣୀ,(ଡ଼ି.ଏନ.ଏ.)–ଶାରଦୀୟ ଦୁର୍ଗାପୂଜା ପରିପ୍ରେକ୍ଷୀରେ ଜଟଣୀର ଆରାଧ୍ୟ ଦେବୀ ମା' ଉତ୍ତରାୟଣୀଙ୍କ ପୀଠରେ ଆରମ୍ଭ ହୋଇଛି ଶୋଳପୂଜା । ଗୁରୁବାର ମା'ଙ୍କୁ ସହସ୍ରକୁମ୍ଭ ସୁବାସିତ ଜଳରେ ସ୍ନାନ କରାଯିବା ପରେ ଶୁକ୍ରବାରଠାରୁ ଚଣ୍ଡୀପାଠ ଆରମ୍ଭ ହୋଇଛି । ଏଥିସହ ସନ୍ଧ୍ୟା ଆଳତିରେ ମା'ଙ୍କ ପାଖରେ କାକରା, ଏଣ୍ଡୁରୀ ଓ ଚାଉଳ ଖିରି ଭୋଗଲାଗି ହେଉଛି । ଶୋଳପୂଜା ପାଇଁ କର୍ତ୍ତା ରୂପେ ସଂକଳ୍ପ କରି ବସ୍ତ୍ର ଧାରଣ କରିଛନ୍ତି ମୁଖ୍ୟ ସେବାୟତ ଶରତ ଶତପଥୀ । ଭୋଗ ଲାଗି ହେଉଥିବା ପିଠାକୁ ଭକ୍ତମାନଙ୍କୁ ବଣ୍ଟା ଯାଇଥାଏ ବୋଲି କୁହନ୍ତି ମୁଖ୍ୟ ପୂଜକ ସଞ୍ଜୟ କୁମାର ଦାଶ । [559, 946, 944, 1064]
table-row [959, 1076, 1467, 1107]
table-cell: ଏଜନ [1313, 1137, 1386, 1168]
notice-address-line: Sri Subhransu Sekhar Pandey [1147, 440, 1373, 458]
table-cell: 27th October' 2010 [1228, 2293, 1417, 2315]
list-number: 3. [757, 1992, 768, 2007]
table-cell: Patna [54, 1683, 212, 1702]
form-field-label: 5. Age as on (01.08.2010) [10, 2186, 153, 2201]
table-row [7, 1719, 735, 1738]
brief-date: ଅକ୍ଟୋବର ୨ : [195, 471, 266, 486]
list-item [757, 1949, 1466, 1987]
table-row [752, 2293, 1418, 2315]
panchayat-notice [950, 842, 1475, 1213]
sambalpur-eligibility-title: Eligibility [1083, 1658, 1140, 1673]
table-cell: Khaliamenta Kesudurapal [212, 1646, 735, 1665]
president-name: –ରବୀନ୍ଦ୍ର କୁମାର ପାଢୀ, ସଭାପତି [26, 1304, 175, 1319]
brief-date: ଅକ୍ଟୋବର ୨ : [195, 524, 266, 539]
court-text: ଶିକ୍ଷକତା ପାଇଁ ଲାଞ୍ଚ, ଭୁବନେଶ୍ୱର ଭିଜିଲାନ୍ସ କୋର୍ଟରେ ୪ ଦଣ୍ଡିତ । [11, 758, 339, 791]
masthead [378, 4, 1480, 170]
list-number: 2. [757, 1951, 768, 1966]
table-cell: 40 years [863, 1844, 942, 1899]
dateline: ଭୁବନେଶ୍ୱର, ସୋମବାର, ୦୪ ଅକ୍ଟୋବର, ୨୦୧୦ [1189, 16, 1458, 38]
keonjhar-intro: Applications in the prescribed format are invited from the candidates having the requisite eligibility for engagement as Multi-purpose Assistants (Gram Rozgar Sevakas) under the following Gram Panchayat in Keonjhar District on contractual basis with a consolidated remuneration of Rs.2000/- per month. [10, 1566, 731, 1611]
panchayat-body: ଏତଦ୍ୱାରା ସର୍ବସାଧାରଣଙ୍କ ଅବଗତି ନିମନ୍ତେ ଜଣାଇ ଦିଆଯାଉଛି ଯେ ମହାତ୍ମାଗାନ୍ଧୀ ଜାତୀୟ କର୍ମ ନିଯୁକ୍ତି ଯୋଜନା ୨୦୧୦–୧୧ ଏବଂ ପଛୁଆ ଅଞ୍ଚଳ ଉନ୍ନୟନ ପାଣ୍ଠି ଯୋଜନାରେ ୨୦୦୯–୧୦ ଆର୍ଥିକବର୍ଷରେ ହୋଇଥିବା ସମସ୍ତ ପ୍ରକଳ୍ପର ସାମାଜିକ ସମୀକ୍ଷା ନିମନ୍ତେ ଗ୍ରାମସଭା ସମ୍ପୃକ୍ତ ଗ୍ରା.ପ. କାର୍ଯ୍ୟାଳୟରେ ନିମ୍ନ ପ୍ରଦତ୍ତ କାର୍ଯ୍ୟସୂଚୀ ପ୍ରକାରେ ଅନୁଷ୍ଠିତ ହେବ । ଏଥିରେ ସମ୍ପୃକ୍ତ କାର୍ଯ୍ୟର ମଷ୍ଟରରୋଲ, ଭାଉଚର ଇତ୍ୟାଦି ସର୍ବସାଧାରଣଙ୍କ ତଥା ଯାଞ୍ଚ ନିମନ୍ତେ ଉପସ୍ଥାପନ କରାଯିବ । ଉକ୍ତ ସଭାରେ ଗ୍ରାମପଞ୍ଚାୟତ କର୍ମଚାରୀମାନଙ୍କ ସହ ପଞ୍ଚାୟତ ସମିତି ତରଫରୁ ସହକାରୀ ଯନ୍ତ୍ରୀ, ଅତିରିକ୍ତ ଗୋଷ୍ଠୀ ଉନ୍ନୟନ ଅଧିକାରୀ, ସମ୍ପ୍ରସାରଣ ଅଧିକାରୀ ଓ କେବଳ କାମ ହୋଇଥିବା ଗ୍ରାମର ଗ୍ରାମ୍ୟ ସାମାଜିକ ସମୀକ୍ଷା କମିଟି ସଦସ୍ୟ ସହିତ ନବୀନ ବିକାଶ ଏନ.ଜି.ଓ. କର୍ମକର୍ତ୍ତାମାନେ ଯୋଗଦାନ କରିବେ । କାର୍ଯ୍ୟକ୍ରମ ଅଧିକାରୀଙ୍କ ଦ୍ୱାରା ମନୋନୀତ ସମ୍ପୃକ୍ତ ପଞ୍ଚାୟତର ଜଣେ ସମ୍ମାନନୀୟ ବ୍ୟକ୍ତି ସଭାପତିତ୍ୱ କରିବେ । [958, 897, 1467, 1036]
keonjhar-advertisement [4, 1495, 737, 2390]
list-number: 2. [757, 2095, 768, 2109]
important-dates-table [751, 2249, 1418, 2315]
